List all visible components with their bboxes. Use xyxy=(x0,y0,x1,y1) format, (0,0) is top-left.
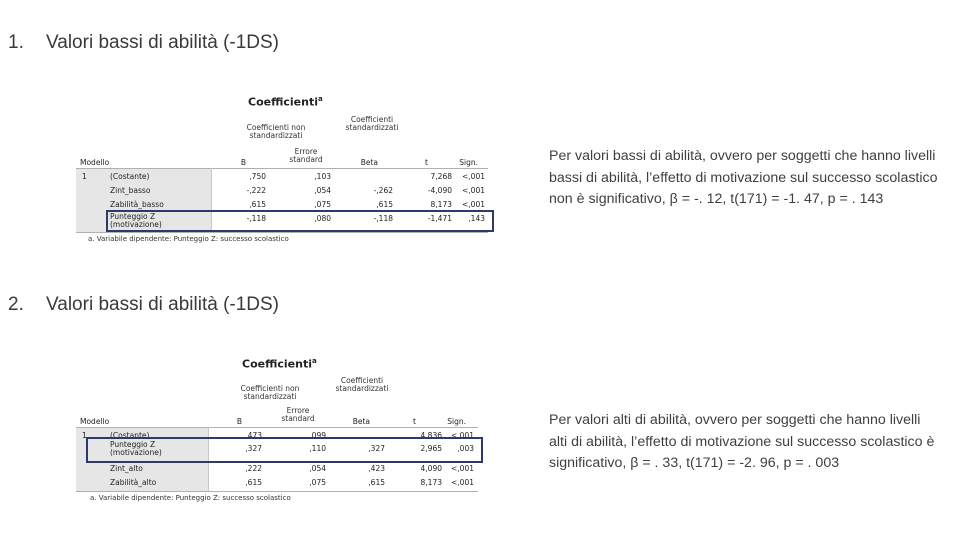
cell-b: -,222 xyxy=(246,186,266,195)
section-1-note: Per valori bassi di abilità, ovvero per soggetti che hanno livelli bassi di abilità, l’effetto di motivazione sul successo scolastico non è significativo, β = -. 12, t(171) = -1. 47, p = . 143 xyxy=(549,148,938,207)
cell-sig: <,001 xyxy=(451,431,474,440)
header-t: t xyxy=(425,158,428,167)
table-footnote: a. Variabile dipendente: Punteggio Z: successo scolastico xyxy=(88,235,289,243)
cell-t: -1,471 xyxy=(427,214,452,223)
cell-b: -,118 xyxy=(246,214,266,223)
header-sign: Sign. xyxy=(447,417,466,426)
bottom-rule xyxy=(76,232,488,233)
cell-se: ,103 xyxy=(314,172,331,181)
highlight-box xyxy=(86,437,483,463)
header-b: B xyxy=(240,158,246,167)
cell-se: ,054 xyxy=(309,464,326,473)
header-unstandardized: Coefficienti non standardizzati xyxy=(240,384,300,401)
table-2-title: Coefficienti$^a$ xyxy=(242,357,317,371)
row-label: Zabilità_alto xyxy=(110,478,157,487)
cell-b: ,473 xyxy=(245,431,262,440)
cell-t: 4,090 xyxy=(420,464,442,473)
cell-se: ,054 xyxy=(314,186,331,195)
model-number: 1 xyxy=(82,172,87,181)
row-label: (Costante) xyxy=(110,172,150,181)
cell-b: ,222 xyxy=(245,464,262,473)
cell-se: ,075 xyxy=(314,200,331,209)
cell-se: ,099 xyxy=(309,431,326,440)
header-unstandardized: Coefficienti non standardizzati xyxy=(246,123,306,140)
section-2-note: Per valori alti di abilità, ovvero per soggetti che hanno livelli alti di abilità, l’effetto di motivazione sul successo scolastico è significativo, β = . 33, t(171) = -2. 96, p = . 003 xyxy=(549,412,935,471)
coefficients-table-2 xyxy=(76,355,496,515)
section-1-heading xyxy=(8,32,279,54)
table-footnote: a. Variabile dipendente: Punteggio Z: successo scolastico xyxy=(90,494,291,502)
row-label: Zint_basso xyxy=(110,186,151,195)
header-b: B xyxy=(236,417,242,426)
cell-t: 2,965 xyxy=(420,444,442,453)
cell-se: ,075 xyxy=(309,478,326,487)
section-1-title: Valori bassi di abilità (-1DS) xyxy=(46,32,280,53)
header-beta: Beta xyxy=(352,417,370,426)
cell-beta: -,262 xyxy=(373,186,393,195)
section-2-number: 2. xyxy=(8,294,24,315)
model-number: 1 xyxy=(82,431,87,440)
row-label: Punteggio Z (motivazione) xyxy=(110,212,162,229)
cell-t: -4,090 xyxy=(427,186,452,195)
section-2-title: Valori bassi di abilità (-1DS) xyxy=(46,294,280,315)
header-std-error: Errore standard xyxy=(289,147,323,164)
cell-t: 4,836 xyxy=(420,431,442,440)
cell-sig: <,001 xyxy=(451,464,474,473)
cell-b: ,327 xyxy=(245,444,262,453)
header-standardized: Coefficienti standardizzati xyxy=(345,115,399,132)
cell-sig: ,143 xyxy=(468,214,485,223)
bottom-rule xyxy=(76,491,478,492)
header-modello: Modello xyxy=(80,158,110,167)
header-sign: Sign. xyxy=(459,158,478,167)
cell-b: ,615 xyxy=(249,200,266,209)
cell-b: ,615 xyxy=(245,478,262,487)
cell-b: ,750 xyxy=(249,172,266,181)
row-label: (Costante) xyxy=(110,431,150,440)
header-t: t xyxy=(413,417,416,426)
cell-beta: ,327 xyxy=(368,444,385,453)
cell-sig: <,001 xyxy=(462,200,485,209)
coefficients-table-1 xyxy=(76,92,496,252)
header-standardized: Coefficienti standardizzati xyxy=(335,376,389,393)
header-modello: Modello xyxy=(80,417,110,426)
cell-beta: ,615 xyxy=(376,200,393,209)
cell-beta: ,423 xyxy=(368,464,385,473)
cell-beta: -,118 xyxy=(373,214,393,223)
row-label: Punteggio Z (motivazione) xyxy=(110,440,162,457)
header-std-error: Errore standard xyxy=(281,406,315,423)
cell-se: ,110 xyxy=(309,444,326,453)
cell-beta: ,615 xyxy=(368,478,385,487)
table-1-title: Coefficienti$^a$ xyxy=(248,95,323,109)
cell-sig: <,001 xyxy=(451,478,474,487)
header-beta: Beta xyxy=(360,158,378,167)
row-label: Zabilità_basso xyxy=(110,200,164,209)
cell-sig: <,001 xyxy=(462,172,485,181)
cell-sig: <,001 xyxy=(462,186,485,195)
cell-t: 8,173 xyxy=(430,200,452,209)
cell-t: 8,173 xyxy=(420,478,442,487)
section-1-number: 1. xyxy=(8,32,24,53)
cell-sig: ,003 xyxy=(457,444,474,453)
section-2-heading xyxy=(8,294,279,316)
cell-se: ,080 xyxy=(314,214,331,223)
row-label: Zint_alto xyxy=(110,464,143,473)
cell-t: 7,268 xyxy=(430,172,452,181)
highlight-box xyxy=(106,210,494,232)
